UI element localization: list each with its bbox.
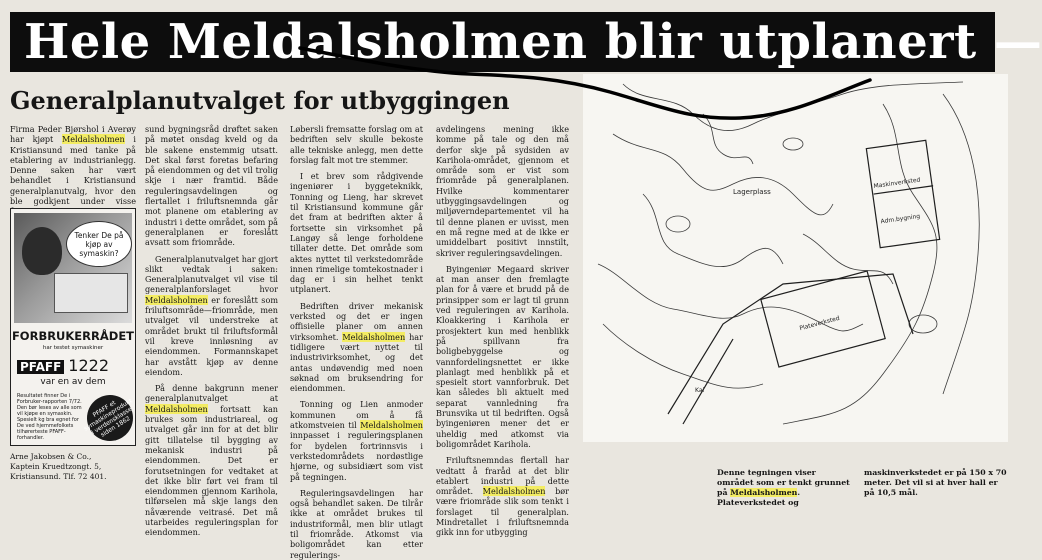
dealer-address <box>10 452 136 482</box>
paragraph: avdelingens mening ikke komme på tale og den må derfor skje på sydsiden av Kariholа-området, gjennom et område som er vist som friområde på generalplanen. Hvilke kommentarer utbyggingsavdelingen og miljøverndepartementet vil ha til denne planen er uvisst, men en må regne med at de ikke er umiddelbart positivt innstilt, skriver reguleringsavdelingen. <box>436 124 569 258</box>
highlighted-term: Meldalsholmen <box>61 134 125 145</box>
pfaff-model-number: 1222 <box>68 356 110 375</box>
dealer-line: Arne Jakobsen & Co., <box>10 452 92 461</box>
paragraph: sund bygningsråd drøftet saken på møtet onsdag kveld og da ble sakene enstemmig utsatt. Det skal først foretas befaring på eiendommen og det vil trolig skje i nær framtid. Både reguleringsavdelingen og flertallet i friluftsnemnda går mot planene om etablering av industri i dette området, som på generalplanen er foreslått avsatt som friområde. <box>145 124 278 248</box>
paragraph: Friluftsnemndas flertall har vedtatt å fraråd at det blir etablert industri på dette området. Meldalsholmen bør være friområde slik som tenkt i forslaget til generalplan. Mindretallet i friluftsnemnda gikk inn for utbygging <box>436 455 569 538</box>
subheadline: Generalplanutvalget for utbyggingen <box>10 86 510 115</box>
pfaff-logo: PFAFF <box>17 360 64 374</box>
highlighted-term: Meldalsholmen <box>360 420 423 431</box>
contour-ring <box>909 315 937 333</box>
paragraph: Løbersli fremsatte forslag om at bedriften selv skulle bekoste alle tekniske anlegg, men dette forslag falt mot tre stemmer. <box>290 124 423 165</box>
highlighted-term: Meldalsholmen <box>730 488 798 497</box>
pfaff-badge: PFAFF et symaskineprodukt i verdensklasse siden 1862 <box>78 386 141 449</box>
paragraph: Bedriften driver mekanisk verksted og det er ingen offisielle planer om annen virksomhet. Meldalsholmen har tidligere vært nyttet til industrivirksomhet, og det antas undøvendig med noen søknad om bruksendring for eiendommen. <box>290 300 423 394</box>
ad-pfaff-model <box>17 357 109 375</box>
article-column-3 <box>290 124 423 560</box>
highlighted-term: Meldalsholmen <box>342 331 406 342</box>
paragraph: Byingeniør Megaard skriver at man anser den fremlagte plan for å være et brudd på de prinsipper som er lagt til grunn ved reguleringen av Kariholа. Kloakkering i Kariholа er prosjektert kun med henblikk på spillvann fra boligbebyggelse og vannfordelingsnettet er ikke planlagt med henblikk på et spesielt stort vannforbruk. Det kan således bli aktuelt med separat vannledning fra Brunsvika ut til bedriften. Også byingeniøren mener det er uheldig med atkomst via boligområdet Kariholа. <box>436 263 569 449</box>
ad-photo <box>14 213 132 323</box>
quay-label: Kai <box>695 387 705 394</box>
plate-label: Plateverksted <box>798 314 841 333</box>
coastline <box>623 82 963 131</box>
caption-right: maskinverkstedet er på 150 x 70 meter. Det vil si at hver hall er på 10,5 mål. <box>864 468 1007 497</box>
highlighted-term: Meldalsholmen <box>482 486 546 497</box>
speech-bubble: Tenker De på kjøp av symaskin? <box>66 221 132 267</box>
contour-line <box>783 104 937 424</box>
contour-line <box>643 194 783 267</box>
contour-ring <box>666 216 690 232</box>
highlighted-term: Meldalsholmen <box>145 294 208 305</box>
caption-left: Denne tegningen viser området som er tenkt grunnet på Meldalsholmen. Plateverkstedet og <box>717 468 850 507</box>
admin-label: Adm.bygning <box>880 212 921 226</box>
article-column-4 <box>436 124 569 538</box>
site-plan-drawing <box>583 74 1008 442</box>
paragraph: Firma Peder Bjørshol i Averøy har kjøpt Meldalsholmen i Kristiansund med tanke på etablering av industrianlegg. Denne saken har vært behandlet i Kristiansund generalplanutvalg, hvor den ble godkjent under visse <box>10 124 136 207</box>
contour-ring <box>783 138 803 150</box>
paragraph: På denne bakgrunn mener generalplanutvalget at Meldalsholmen fortsatt kan brukes som industriareal, og utvalget går inn for at det blir gitt tillatelse til bygging av mekanisk industri på eiendommen. Det er forutsetningen for vedtaket at det ikke blir ført vei fram til eiendommen gjennom Kariholа, tilførselen må skje langs den nåværende veitrasé. Det må utarbeides reguleringsplan for eiendommen. <box>145 383 278 538</box>
woman-portrait-icon <box>22 227 62 275</box>
pfaff-advertisement <box>10 208 136 446</box>
road <box>683 339 733 424</box>
ad-brand: FORBRUKERRÅDET <box>11 329 135 343</box>
machine-label: Maskinverksted <box>873 176 921 190</box>
article-column-1 <box>10 124 136 207</box>
ad-tagline: var en av dem <box>40 377 106 387</box>
contour-line <box>603 324 763 388</box>
site-plan-svg <box>583 74 1008 442</box>
paragraph: I et brev som rådgivende ingeniører i byggeteknikk, Tonning og Lieng, har skrevet til Kristiansund kommune går det fram at bedriften akter å fortsette sin virksomhet på Langøy så lenge forholdene tillater dette. Det område som aktes nyttet til verkstedområde innen rimelige tomtekostnader i dag er i sin helhet tenkt utplanert. <box>290 171 423 295</box>
ad-brand-subtitle: har testet symaskiner <box>42 345 104 351</box>
dealer-line: Kristiansund. Tlf. 72 401. <box>10 472 107 481</box>
ad-fine-print: Resultatet finner De i Forbruker-rapporten 7/72. Den bør leses av alle som vil kjøpe en symaskin. Spesielt kg bra egnet for De ved hjemmefolkets tilhørerteste PFAFF-forhandler. <box>17 393 82 441</box>
dealer-line: Kaptein Kruedtzongt. 5, <box>10 462 102 471</box>
storage-label: Lagerplass <box>733 188 771 196</box>
sewing-machine-icon <box>54 273 128 313</box>
paragraph: Reguleringsavdelingen har også behandlet saken. De tilrår ikke at området brukes til industriformål, men blir utlagt til friområde. Atkomst via boligområdet kan etter regulerings- <box>290 487 423 560</box>
contour-line <box>703 114 753 164</box>
road <box>668 274 913 414</box>
highlighted-term: Meldalsholmen <box>145 403 208 414</box>
headline: Hele Meldalsholmen blir utplanert — <box>10 12 995 72</box>
contour-line <box>613 134 833 215</box>
contour-line <box>943 94 979 394</box>
article-column-2 <box>145 124 278 538</box>
paragraph: Tonning og Lien anmoder kommunen om å få atkomstveien til Meldalsholmen innpasset i reguleringsplanen for bydelen fortrinnsvis i verkstedområdets nordøstlige hjørne, og subsidiært som vist på tegningen. <box>290 399 423 482</box>
paragraph: Generalplanutvalget har gjort slikt vedtak i saken: Generalplanutvalget vil vise til generalplanforslaget hvor Meldalsholmen er foreslått som friluftsområde—friområde, men utvalget vil understreke at området brukt til friluftsformål vil kreve innløsning av eiendommen. Formannskapet har avstått kjøp av denne eiendom. <box>145 253 278 377</box>
